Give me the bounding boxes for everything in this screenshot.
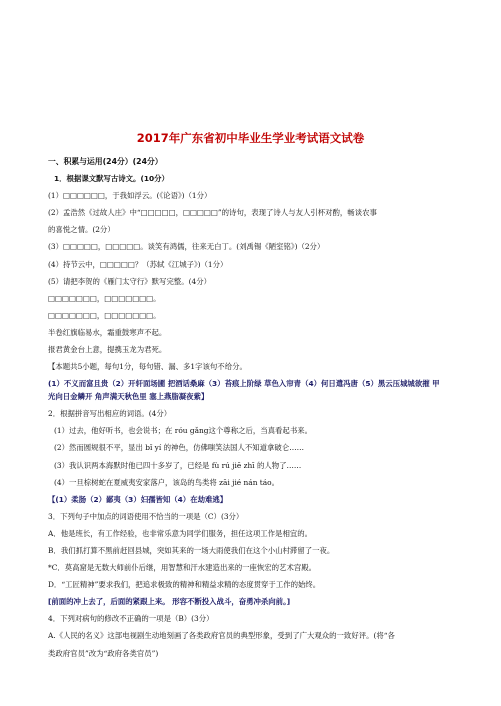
- option-d: D．“工匠精神”要求我们，把追求极致的精神和精益求精的态度贯穿于工作的始终。: [48, 580, 321, 590]
- question-heading: 1．根据课文默写古诗文。(10分）: [54, 174, 169, 184]
- question-item: (2）孟浩然《过故人庄》中“□□□□□，□□□□□”的诗句，表现了诗人与友人引杯对酌，畅谈农事: [48, 208, 377, 218]
- option-a-continued: 类政府官员”改为“政府各类官员”): [48, 648, 159, 658]
- question-item: (3）□□□□□，□□□□□。谈笑有鸿儒，往来无白丁。(刘禹锡《陋室铭》)（2分）: [48, 242, 325, 252]
- question-item: (1）□□□□□□，于我如浮云。(《论语》)（1分）: [48, 191, 212, 201]
- answer-block: (1）不义而富且贵（2）开轩面场圃 把酒话桑麻（3）苔痕上阶绿 草色入帘青（4）何日遣冯唐（5）黑云压城城欲摧 甲光向日金鳞开 角声满天秋色里 塞上燕脂凝夜紫】: [48, 379, 440, 402]
- option-a: A.《人民的名义》这部电视剧生动地刻画了各类政府官员的典型形象，受到了广大观众的一致好评。(将“各: [48, 631, 395, 641]
- answer-block: 【(1）柔肠（2）鄙夷（3）妇孺皆知（4）在劫难逃】: [48, 494, 228, 504]
- poem-line: 半卷红旗临易水，霜重鼓寒声不起。: [48, 327, 167, 337]
- question-heading: 3．下列句子中加点的词语使用不恰当的一项是（C）(3分）: [48, 511, 244, 521]
- document-title: 2017年广东省初中毕业生学业考试语文试卷: [136, 131, 365, 145]
- poem-line: □□□□□□□，□□□□□□□。: [48, 310, 161, 320]
- question-heading: 2．根据拼音写出相应的词语。(4分）: [48, 409, 172, 419]
- option-c: *C．莫高窟是无数大师前仆后继，用智慧和汗水建造出来的一座恢宏的艺术宫殿。: [48, 563, 317, 573]
- option-b: B．我们抓打算不黑前赶回县城，突如其来的一场大雨使我们在这个小山村滞留了一夜。: [48, 545, 335, 555]
- question-item: (3）我认识两本海默时他已四十多岁了，已经是 fù rú jiē zhī 的人物了……: [54, 460, 302, 470]
- section-heading: 一、积累与运用(24分）(24分）: [48, 157, 163, 166]
- question-item: (4）一旦棕树蛇在夏威夷安家落户，该岛的鸟类将 zāi jié nán táo。: [54, 477, 280, 487]
- answer-note: 【本题共5小题，每句1分，每句错、漏、多1字该句不给分。: [48, 362, 247, 372]
- question-item: (5）请把李贺的《雁门太守行》默写完整。(4分）: [48, 276, 211, 286]
- answer-block: [前面的冲上去了，后面的紧跟上来。 形容不断投入战斗，奋勇冲杀向前。]: [48, 597, 291, 607]
- question-item: (4）持节云中，□□□□□？（苏轼《江城子》)（1分）: [48, 259, 228, 269]
- question-item: (1）过去，他好听书，也会说书；在 róu gǎng这个尊称之后，当真看起书来。: [54, 426, 312, 436]
- poem-line: □□□□□□□，□□□□□□□。: [48, 293, 161, 303]
- question-item: (2）然而圆规很不平，显出 bǐ yí 的神色，仿佛嗤笑法国人不知道拿破仑……: [54, 443, 304, 453]
- question-heading: 4．下列对病句的修改不正确的一项是（B）(3分）: [48, 614, 214, 624]
- question-item: 的喜悦之情。(2分）: [48, 225, 115, 235]
- poem-line: 报君黄金台上意，提携玉龙为君死。: [48, 345, 167, 355]
- document-body: [48, 153, 446, 662]
- option-a: A．他是班长，有工作经验，也非常乐意为同学们服务，担任这项工作是相宜的。: [48, 528, 313, 538]
